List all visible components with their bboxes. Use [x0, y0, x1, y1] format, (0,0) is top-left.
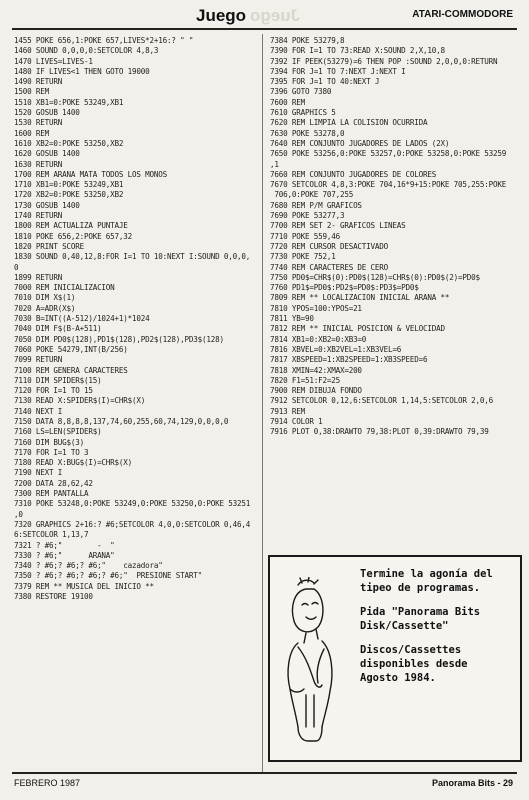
advertisement-box	[268, 555, 522, 762]
code-line: 7670 SETCOLOR 4,8,3:POKE 704,16*9+15:POKE 705,255:POKE	[270, 180, 507, 190]
issue-date: FEBRERO 1987	[14, 778, 81, 788]
code-line: 1500 REM	[14, 87, 49, 97]
code-line: ,1	[270, 159, 279, 169]
code-line: 7914 COLOR 1	[270, 416, 323, 426]
page-footer	[0, 772, 529, 800]
code-line: 7912 SETCOLOR 0,12,6:SETCOLOR 1,14,5:SETCOLOR 2,0,6	[270, 396, 493, 406]
code-line: 7130 READ X:SPIDER$(I)=CHR$(X)	[14, 396, 146, 406]
ad-paragraph-1: Termine la agonía del tipeo de programas.	[360, 568, 493, 594]
code-line: 7330 ? #6;" ARANA"	[14, 550, 115, 560]
code-line: 7812 REM ** INICIAL POSICION & VELOCIDAD	[270, 324, 445, 334]
code-line: ,0	[14, 509, 23, 519]
code-line: 1470 LIVES=LIVES-1	[14, 56, 93, 66]
code-line: 7816 XBVEL=0:XB2VEL=1:XB3VEL=6	[270, 344, 402, 354]
code-line: 1460 SOUND 0,0,0,0:SETCOLOR 4,8,3	[14, 46, 159, 56]
code-line: 7710 POKE 559,46	[270, 231, 340, 241]
code-line: 7600 REM	[270, 97, 305, 107]
header-rule	[12, 28, 517, 30]
code-line: 1800 REM ACTUALIZA PUNTAJE	[14, 221, 128, 231]
footer-rule	[12, 772, 517, 774]
code-line: 1510 XB1=0:POKE 53249,XB1	[14, 97, 124, 107]
code-line: 1620 GOSUB 1400	[14, 149, 80, 159]
code-line: 7140 NEXT I	[14, 406, 63, 416]
code-column-left	[14, 36, 261, 602]
code-line: 7817 XBSPEED=1:XB2SPEED=1:XB3SPEED=6	[270, 355, 428, 365]
code-line: 7180 READ X:BUG$(I)=CHR$(X)	[14, 458, 133, 468]
code-line: 7320 GRAPHICS 2+16:? #6;SETCOLOR 4,0,0:SETCOLOR 0,46,4	[14, 519, 251, 529]
code-line: 1830 SOUND 0,40,12,8:FOR I=1 TO 10:NEXT I:SOUND 0,0,0,	[14, 252, 251, 262]
code-line: 7814 XB1=0:XB2=0:XB3=0	[270, 334, 367, 344]
code-line: 7321 ? #6;" - "	[14, 540, 115, 550]
page-header	[0, 0, 529, 30]
code-line: 7310 POKE 53248,0:POKE 53249,0:POKE 53250,0:POKE 53251	[14, 499, 251, 509]
code-line: 7020 A=ADR(X$)	[14, 303, 76, 313]
code-line: 7340 ? #6;? #6;? #6;" cazadora"	[14, 561, 163, 571]
code-line: 1490 RETURN	[14, 77, 63, 87]
code-line: 7100 REM GENERA CARACTERES	[14, 365, 128, 375]
code-line: 7392 IF PEEK(53279)=6 THEN POP :SOUND 2,0,0,0:RETURN	[270, 56, 498, 66]
code-line: 7820 F1=51:F2=25	[270, 375, 340, 385]
code-line: 1720 XB2=0:POKE 53250,XB2	[14, 190, 124, 200]
code-line: 1820 PRINT SCORE	[14, 241, 84, 251]
code-line: 1730 GOSUB 1400	[14, 200, 80, 210]
code-line: 7809 REM ** LOCALIZACION INICIAL ARANA **	[270, 293, 450, 303]
code-line: 7913 REM	[270, 406, 305, 416]
code-line: 7050 DIM PD0$(128),PD1$(128),PD2$(128),PD3$(128)	[14, 334, 224, 344]
code-line: 7750 PD0$=CHR$(0):PD0$(128)=CHR$(0):PD0$(2)=PD0$	[270, 272, 480, 282]
code-line: 7120 FOR I=1 TO 15	[14, 386, 93, 396]
code-line: 7010 DIM X$(1)	[14, 293, 76, 303]
code-line: 7384 POKE 53279,8	[270, 36, 345, 45]
tired-person-illustration	[276, 577, 348, 747]
code-line: 1610 XB2=0:POKE 53250,XB2	[14, 138, 124, 148]
code-line: 7390 FOR I=1 TO 73:READ X:SOUND 2,X,10,8	[270, 46, 445, 56]
code-line: 7170 FOR I=1 TO 3	[14, 447, 89, 457]
code-line: 1899 RETURN	[14, 272, 63, 282]
page-number: Panorama Bits - 29	[431, 778, 513, 788]
code-line: 7160 LS=LEN(SPIDER$)	[14, 427, 102, 437]
code-line: 7640 REM CONJUNTO JUGADORES DE LADOS (2X)	[270, 138, 450, 148]
code-line: 7030 B=INT((A-512)/1024+1)*1024	[14, 314, 150, 324]
code-line: 0	[14, 262, 19, 272]
code-line: 7200 DATA 28,62,42	[14, 478, 93, 488]
code-line: 1520 GOSUB 1400	[14, 108, 80, 118]
code-line: 7660 REM CONJUNTO JUGADORES DE COLORES	[270, 169, 437, 179]
code-line: 7150 DATA 8,8,8,8,137,74,60,255,60,74,129,0,0,0,0	[14, 416, 229, 426]
code-line: 7379 REM ** MUSICA DEL INICIO **	[14, 581, 154, 591]
code-line: 1630 RETURN	[14, 159, 63, 169]
code-line: 7000 REM INICIALIZACION	[14, 283, 115, 293]
column-divider	[262, 34, 263, 772]
platform-label: ATARI-COMMODORE	[412, 9, 513, 20]
code-column-right	[270, 36, 518, 438]
code-line: 7900 REM DIBUJA FONDO	[270, 386, 362, 396]
code-line: 7380 RESTORE 19100	[14, 592, 93, 602]
code-line: 7394 FOR J=1 TO 7:NEXT J:NEXT I	[270, 66, 406, 76]
code-line: 7818 XMIN=42:XMAX=200	[270, 365, 362, 375]
code-line: 7700 REM SET 2- GRAFICOS LINEAS	[270, 221, 406, 231]
code-line: 7099 RETURN	[14, 355, 63, 365]
ad-paragraph-3: Discos/Cassettes disponibles desde Agosto 1984.	[360, 644, 468, 684]
code-line: 7630 POKE 53278,0	[270, 128, 345, 138]
code-line: 7395 FOR J=1 TO 40:NEXT J	[270, 77, 380, 87]
code-line: 7810 YPOS=100:YPOS=21	[270, 303, 362, 313]
section-title: Juego	[196, 6, 247, 25]
code-line: 7740 REM CARACTERES DE CERO	[270, 262, 389, 272]
code-line: 7620 REM LIMPIA LA COLISION OCURRIDA	[270, 118, 428, 128]
code-line: 7690 POKE 53277,3	[270, 211, 345, 221]
code-line: 7190 NEXT I	[14, 468, 63, 478]
code-line: 7160 DIM BUG$(3)	[14, 437, 84, 447]
code-line: 7610 GRAPHICS 5	[270, 108, 336, 118]
code-line: 7811 YB=90	[270, 314, 314, 324]
advertisement-text	[360, 567, 510, 695]
code-line: 1700 REM ARANA MATA TODOS LOS MONOS	[14, 169, 168, 179]
code-line: 7396 GOTO 7380	[270, 87, 332, 97]
code-line: 7730 POKE 752,1	[270, 252, 336, 262]
ad-paragraph-2: Pida "Panorama Bits Disk/Cassette"	[360, 606, 481, 632]
code-line: 7680 REM P/M GRAFICOS	[270, 200, 362, 210]
code-line: 1530 RETURN	[14, 118, 63, 128]
show-through-text: Juego	[250, 6, 301, 25]
code-line: 1480 IF LIVES<1 THEN GOTO 19000	[14, 66, 150, 76]
code-line: 706,0:POKE 707,255	[270, 190, 354, 200]
code-line: 7720 REM CURSOR DESACTIVADO	[270, 241, 389, 251]
code-line: 7110 DIM SPIDER$(15)	[14, 375, 102, 385]
code-line: 1810 POKE 656,2:POKE 657,32	[14, 231, 133, 241]
code-line: 1600 REM	[14, 128, 49, 138]
code-line: 1740 RETURN	[14, 211, 63, 221]
code-line: 7650 POKE 53256,0:POKE 53257,0:POKE 53258,0:POKE 53259	[270, 149, 507, 159]
code-line: 7040 DIM F$(B-A+511)	[14, 324, 102, 334]
code-line: 6:SETCOLOR 1,13,7	[14, 530, 89, 540]
code-line: 1455 POKE 656,1:POKE 657,LIVES*2+16:? " "	[14, 36, 194, 45]
code-line: 7760 PD1$=PD0$:PD2$=PD0$:PD3$=PD0$	[270, 283, 419, 293]
code-line: 7916 PLOT 0,38:DRAWTO 79,38:PLOT 0,39:DRAWTO 79,39	[270, 427, 489, 437]
code-line: 1710 XB1=0:POKE 53249,XB1	[14, 180, 124, 190]
code-line: 7060 POKE 54279,INT(B/256)	[14, 344, 128, 354]
code-line: 7350 ? #6;? #6;? #6;? #6;" PRESIONE START"	[14, 571, 202, 581]
code-line: 7300 REM PANTALLA	[14, 489, 89, 499]
